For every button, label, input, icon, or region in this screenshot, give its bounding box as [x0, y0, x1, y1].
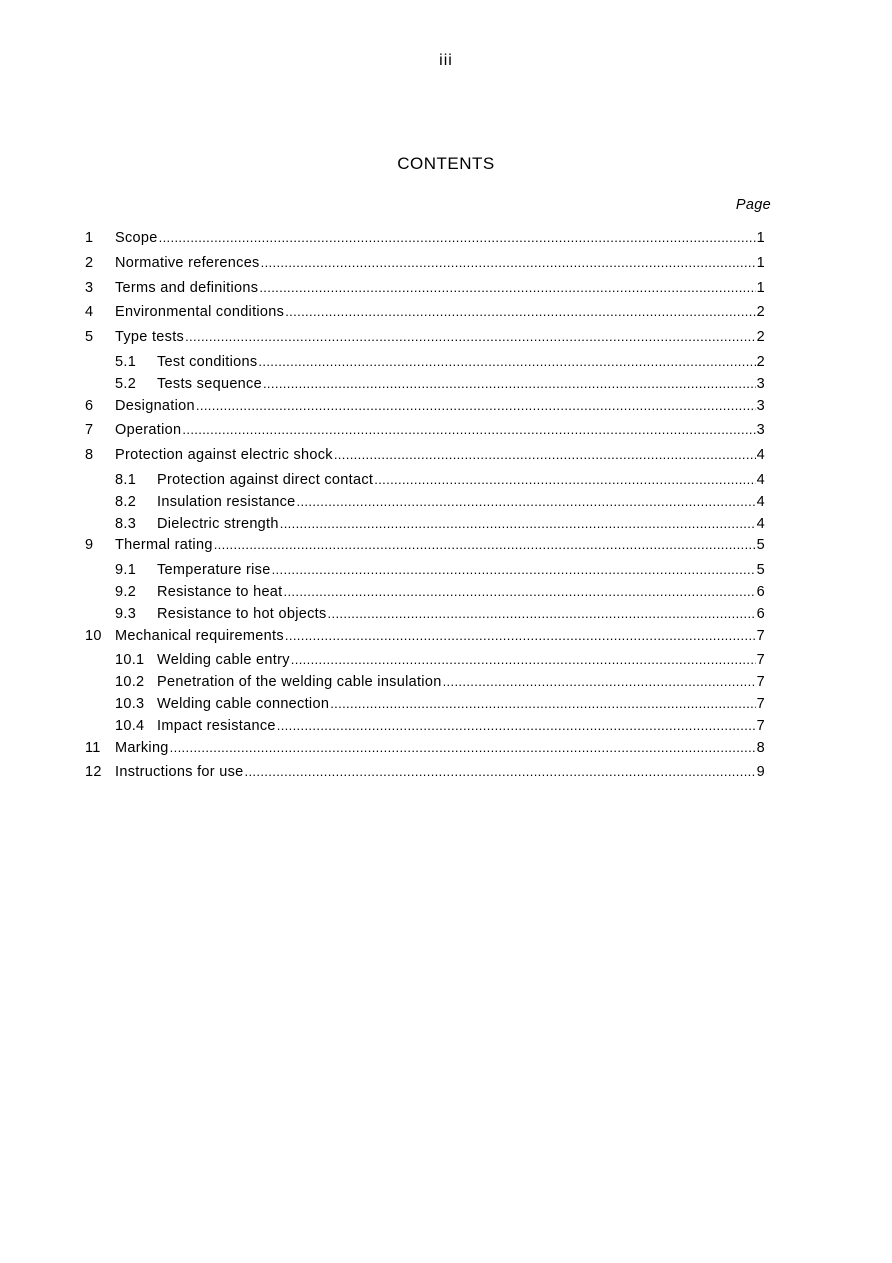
toc-entry[interactable]: [85, 396, 765, 421]
toc-entry-title: Protection against electric shock: [115, 447, 333, 464]
dot-leader: [291, 650, 756, 670]
toc-entry-number: 7: [85, 422, 94, 439]
toc-entry-page: 3: [756, 422, 765, 439]
toc-entry-title: Terms and definitions: [115, 279, 259, 296]
table-of-contents: [85, 228, 765, 787]
toc-entry-page: 3: [756, 375, 765, 392]
toc-entry-title: Welding cable entry: [157, 652, 290, 669]
toc-entry-page: 4: [756, 493, 765, 510]
toc-subentry[interactable]: [85, 374, 765, 396]
toc-entry-title: Normative references: [115, 254, 260, 271]
toc-entry[interactable]: [85, 253, 765, 278]
toc-entry-title: Impact resistance: [157, 717, 276, 734]
toc-entry-title: Dielectric strength: [157, 515, 279, 532]
toc-subentry[interactable]: [85, 352, 765, 374]
toc-subentry[interactable]: [85, 672, 765, 694]
toc-entry-title: Resistance to heat: [157, 583, 283, 600]
toc-entry-title: Welding cable connection: [157, 695, 330, 712]
toc-entry-title: Tests sequence: [157, 375, 262, 392]
toc-entry-page: 3: [756, 397, 765, 414]
toc-entry-number: 8: [85, 447, 94, 464]
toc-entry-title: Type tests: [115, 329, 185, 346]
toc-entry-title: Marking: [115, 739, 169, 756]
dot-leader: [285, 626, 756, 646]
toc-entry-page: 1: [756, 230, 765, 246]
toc-entry-page: 5: [756, 562, 765, 579]
toc-entry-page: 4: [756, 471, 765, 488]
dot-leader: [259, 278, 755, 298]
dot-leader: [245, 762, 756, 782]
toc-entry-page: 7: [756, 717, 765, 734]
dot-leader: [261, 253, 756, 273]
toc-entry-number: 10.2: [115, 674, 145, 691]
toc-entry-page: 2: [756, 304, 765, 321]
toc-subentry[interactable]: [85, 694, 765, 716]
dot-leader: [330, 694, 755, 714]
toc-entry[interactable]: [85, 445, 765, 470]
toc-entry-number: 5.2: [115, 375, 137, 392]
dot-leader: [196, 396, 756, 416]
toc-entry-title: Temperature rise: [157, 562, 271, 579]
toc-subentry[interactable]: [85, 650, 765, 672]
toc-entry-title: Insulation resistance: [157, 493, 296, 510]
dot-leader: [280, 514, 756, 534]
toc-entry-title: Thermal rating: [115, 537, 213, 554]
toc-entry-title: Protection against direct contact: [157, 471, 374, 488]
dot-leader: [284, 582, 756, 602]
dot-leader: [170, 738, 756, 758]
contents-title: CONTENTS: [397, 154, 495, 173]
toc-entry-number: 3: [85, 279, 94, 296]
toc-subentry[interactable]: [85, 470, 765, 492]
toc-entry-title: Mechanical requirements: [115, 627, 284, 644]
toc-entry-page: 2: [756, 329, 765, 346]
dot-leader: [297, 492, 756, 512]
dot-leader: [159, 228, 756, 248]
toc-entry-number: 11: [85, 739, 101, 756]
dot-leader: [285, 302, 755, 322]
toc-entry[interactable]: [85, 228, 765, 253]
toc-entry[interactable]: [85, 535, 765, 560]
toc-entry-title: Resistance to hot objects: [157, 605, 327, 622]
toc-entry-page: 7: [756, 627, 765, 644]
toc-entry-number: 8.3: [115, 515, 137, 532]
dot-leader: [374, 470, 755, 490]
page-column-label: Page: [735, 197, 771, 213]
toc-entry-number: 12: [85, 764, 102, 781]
toc-entry[interactable]: [85, 302, 765, 327]
toc-entry[interactable]: [85, 278, 765, 303]
toc-entry-number: 9.3: [115, 605, 137, 622]
toc-entry-number: 10: [85, 627, 102, 644]
toc-entry-number: 9.1: [115, 562, 137, 579]
dot-leader: [272, 560, 756, 580]
toc-entry-page: 7: [756, 652, 765, 669]
dot-leader: [214, 535, 756, 555]
toc-subentry[interactable]: [85, 560, 765, 582]
toc-entry-page: 1: [756, 279, 765, 296]
dot-leader: [185, 327, 756, 347]
toc-entry-page: 4: [756, 515, 765, 532]
toc-subentry[interactable]: [85, 582, 765, 604]
toc-entry-title: Instructions for use: [115, 764, 244, 781]
toc-entry-number: 10.3: [115, 695, 145, 712]
toc-entry-number: 1: [85, 230, 94, 246]
toc-entry-page: 1: [756, 254, 765, 271]
toc-entry-page: 8: [756, 739, 765, 756]
toc-entry-number: 9: [85, 537, 94, 554]
toc-entry-title: Designation: [115, 397, 195, 414]
toc-subentry[interactable]: [85, 514, 765, 536]
toc-entry-page: 7: [756, 674, 765, 691]
toc-entry-title: Environmental conditions: [115, 304, 285, 321]
toc-entry[interactable]: [85, 762, 765, 787]
toc-entry-number: 5.1: [115, 353, 137, 370]
dot-leader: [258, 352, 755, 372]
toc-entry-page: 7: [756, 695, 765, 712]
toc-entry-page: 5: [756, 537, 765, 554]
toc-entry-title: Scope: [115, 230, 158, 246]
toc-entry[interactable]: [85, 420, 765, 445]
dot-leader: [443, 672, 756, 692]
toc-subentry[interactable]: [85, 604, 765, 626]
toc-entry[interactable]: [85, 738, 765, 763]
toc-entry-title: Penetration of the welding cable insulation: [157, 674, 442, 691]
dot-leader: [334, 445, 756, 465]
toc-entry-page: 2: [756, 353, 765, 370]
toc-entry-number: 10.4: [115, 717, 145, 734]
dot-leader: [328, 604, 756, 624]
toc-entry-number: 6: [85, 397, 94, 414]
toc-entry-page: 6: [756, 605, 765, 622]
toc-entry-number: 8.1: [115, 471, 137, 488]
toc-entry[interactable]: [85, 327, 765, 352]
toc-entry[interactable]: [85, 626, 765, 651]
toc-entry-title: Operation: [115, 422, 182, 439]
toc-entry-number: 9.2: [115, 583, 137, 600]
toc-entry-number: 4: [85, 304, 94, 321]
toc-entry-number: 2: [85, 254, 94, 271]
toc-entry-page: 9: [756, 764, 765, 781]
toc-entry-title: Test conditions: [157, 353, 258, 370]
toc-entry-page: 4: [756, 447, 765, 464]
dot-leader: [263, 374, 756, 394]
toc-entry-page: 6: [756, 583, 765, 600]
toc-subentry[interactable]: [85, 716, 765, 738]
dot-leader: [182, 420, 755, 440]
toc-entry-number: 8.2: [115, 493, 137, 510]
toc-subentry[interactable]: [85, 492, 765, 514]
dot-leader: [277, 716, 756, 736]
toc-entry-number: 5: [85, 329, 94, 346]
page-number: iii: [439, 52, 453, 69]
toc-entry-number: 10.1: [115, 652, 145, 669]
